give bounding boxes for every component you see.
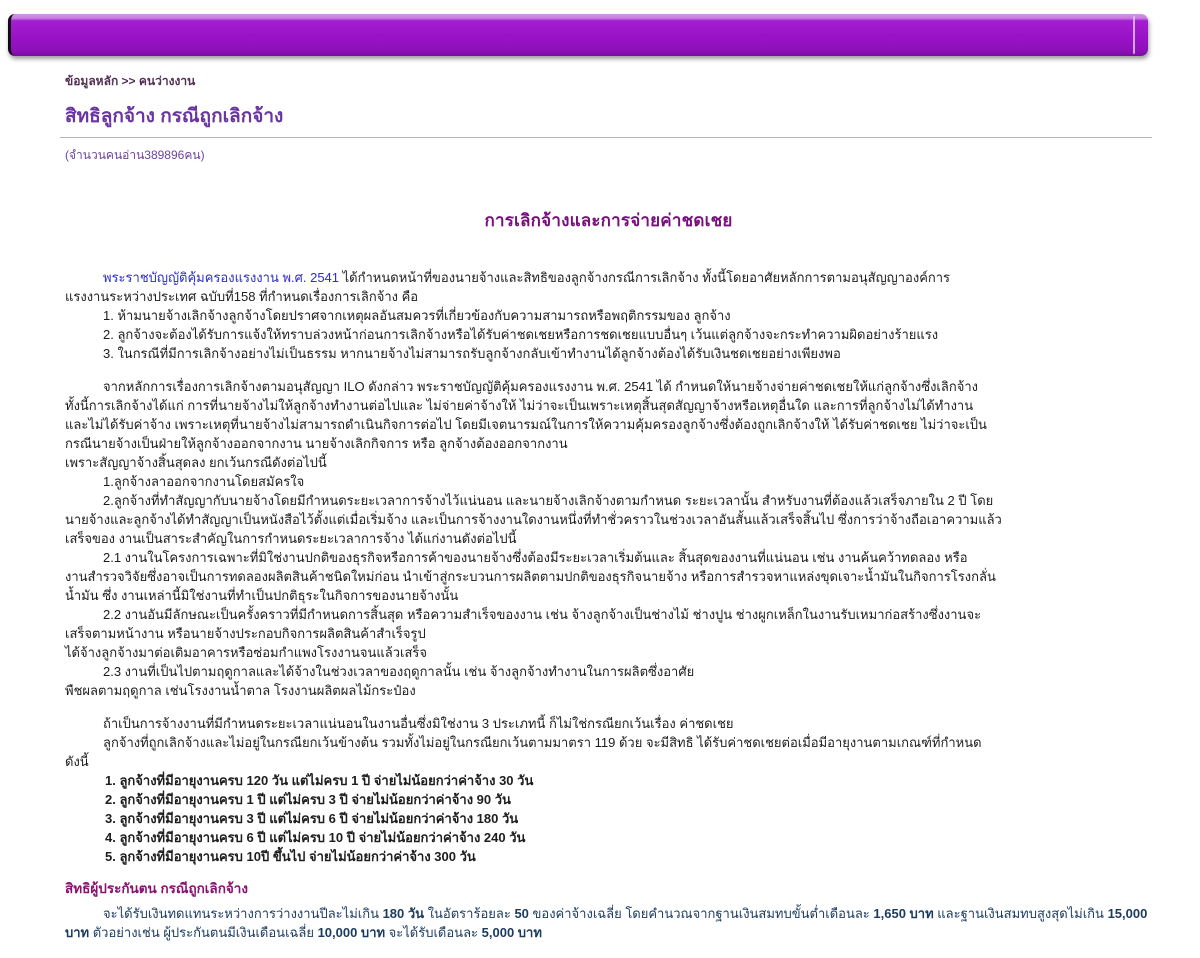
- severance-rate-item: 3. ลูกจ้างที่มีอายุงานครบ 3 ปี แต่ไม่ครบ 6 ปี จ่ายไม่น้อยกว่าค่าจ้าง 180 วัน: [105, 811, 519, 826]
- text-line: จากหลักการเรื่องการเลิกจ้างตามอนุสัญญา ILO ดังกล่าว พระราชบัญญัติคุ้มครองแรงงาน พ.ศ. 2541 ได้ กำหนดให้นายจ้างจ่ายค่าชดเชยให้แก่ลูกจ้างซึ่งเลิกจ้าง: [103, 379, 978, 394]
- header-banner: [8, 14, 1148, 56]
- text-line: ทั้งนี้การเลิกจ้างได้แก่ การที่นายจ้างไม่ให้ลูกจ้างทำงานต่อไปและ ไม่จ่ายค่าจ้างให้ ไม่ว่าจะเป็นเพราะเหตุสิ้นสุดสัญญาจ้างหรือเหตุอื่นใด และการที่ลูกจ้างไม่ได้ทำงาน: [65, 398, 974, 413]
- text-line: เพราะสัญญาจ้างสิ้นสุดลง ยกเว้นกรณีดังต่อไปนี้: [65, 455, 327, 470]
- text-line: นายจ้างและลูกจ้างได้ทำสัญญาเป็นหนังสือไว้ตั้งแต่เมื่อเริ่มจ้าง และเป็นการจ้างงานใดงานหนึ่งที่ทำชั่วคราวในช่วงเวลาอันสั้นแล้วเสร็จสิ้นไป ซึ่งการว่าจ้างถือเอาความแล้ว: [65, 512, 1002, 527]
- text-run: ในอัตราร้อยละ: [424, 906, 515, 921]
- text-line: ดังนี้: [65, 754, 89, 769]
- severance-rate-item: 2. ลูกจ้างที่มีอายุงานครบ 1 ปี แต่ไม่ครบ 3 ปี จ่ายไม่น้อยกว่าค่าจ้าง 90 วัน: [105, 792, 511, 807]
- exception-subitem: 2.2 งานอันมีลักษณะเป็นครั้งคราวที่มีกำหนดการสิ้นสุด หรือความสำเร็จของงาน เช่น จ้างลูกจ้างเป็นช่างไม้ ช่างปูน ช่างผูกเหล็กในงานรับเหมาก่อสร้างซึ่งงานจะ: [103, 607, 982, 622]
- breadcrumb[interactable]: ข้อมูลหลัก >> คนว่างงาน: [65, 74, 196, 88]
- intro-after-link: ได้กำหนดหน้าที่ของนายจ้างและสิทธิของลูกจ้างกรณีการเลิกจ้าง ทั้งนี้โดยอาศัยหลักการตามอนุสัญญาองค์การ: [339, 270, 951, 285]
- closing-paragraph: [65, 714, 1154, 771]
- text-run: 5,000 บาท: [481, 925, 542, 940]
- severance-rate-item: 4. ลูกจ้างที่มีอายุงานครบ 6 ปี แต่ไม่ครบ 10 ปี จ่ายไม่น้อยกว่าค่าจ้าง 240 วัน: [105, 830, 526, 845]
- severance-rate-item: 5. ลูกจ้างที่มีอายุงานครบ 10ปี ขึ้นไป จ่ายไม่น้อยกว่าค่าจ้าง 300 วัน: [105, 849, 476, 864]
- article-heading: การเลิกจ้างและการจ่ายค่าชดเชย: [484, 211, 733, 230]
- text-line: เสร็จของ งานเป็นสาระสำคัญในการกำหนดระยะเวลาการจ้าง ได้แก่งานดังต่อไปนี้: [65, 531, 517, 546]
- text-line: น้ำมัน ซึ่ง งานเหล่านี้มิใช่งานที่ทำเป็นปกติธุระในกิจการของนายจ้างนั้น: [65, 588, 459, 603]
- ilo-item: 2. ลูกจ้างจะต้องได้รับการแจ้งให้ทราบล่วงหน้าก่อนการเลิกจ้างหรือได้รับค่าชดเชยหรือการชดเชยแบบอื่นๆ เว้นแต่ลูกจ้างจะกระทำความผิดอย่างร้ายแรง: [103, 327, 939, 342]
- severance-rate-list: [65, 771, 1154, 866]
- title-divider: [60, 137, 1152, 138]
- text-line: ถ้าเป็นการจ้างงานที่มีกำหนดระยะเวลาแน่นอนในงานอื่นซึ่งมิใช่งาน 3 ประเภทนี้ ก็ไม่ใช่กรณียกเว้นเรื่อง ค่าชดเชย: [103, 716, 734, 731]
- exceptions-list: [65, 472, 1154, 700]
- text-line: ลูกจ้างที่ถูกเลิกจ้างและไม่อยู่ในกรณียกเว้นข้างต้น รวมทั้งไม่อยู่ในกรณียกเว้นตามมาตรา 119 ด้วย จะมีสิทธิ ได้รับค่าชดเชยต่อเมื่อมีอายุงานตามเกณฑ์ที่กำหนด: [103, 735, 982, 750]
- text-run: ของค่าจ้างเฉลี่ย โดยคำนวณจากฐานเงินสมทบขั้นต่ำเดือนละ: [528, 906, 874, 921]
- exception-item: 1.ลูกจ้างลาออกจากงานโดยสมัครใจ: [103, 474, 305, 489]
- insured-section-heading: สิทธิผู้ประกันตน กรณีถูกเลิกจ้าง: [65, 881, 248, 896]
- labor-act-link[interactable]: พระราชบัญญัติคุ้มครองแรงงาน พ.ศ. 2541: [103, 270, 340, 285]
- intro-paragraph: [65, 268, 1154, 363]
- article-body: [65, 268, 1154, 942]
- text-line: และไม่ได้รับค่าจ้าง เพราะเหตุที่นายจ้างไม่สามารถดำเนินกิจการต่อไป โดยมีเจตนารมณ์ในการให้ความคุ้มครองลูกจ้างซึ่งต้องถูกเลิกจ้างให้ ได้รับค่าชดเชย ไม่ว่าจะเป็น: [65, 417, 987, 432]
- exception-subitem: 2.1 งานในโครงการเฉพาะที่มิใช่งานปกติของธุรกิจหรือการค้าของนายจ้างซึ่งต้องมีระยะเวลาเริ่มต้นและ สิ้นสุดของงานที่แน่นอน เช่น งานค้นคว้าทดลอง หรือ: [103, 550, 968, 565]
- text-line: แรงงานระหว่างประเทศ ฉบับที่158 ที่กำหนดเรื่องการเลิกจ้าง คือ: [65, 289, 419, 304]
- text-run: 10,000 บาท: [317, 925, 386, 940]
- page-title: สิทธิลูกจ้าง กรณีถูกเลิกจ้าง: [65, 106, 284, 127]
- text-run: ตัวอย่างเช่น ผู้ประกันตนมีเงินเดือนเฉลี่ย: [89, 925, 318, 940]
- text-line: [65, 268, 1154, 287]
- text-run: 180 วัน: [382, 906, 425, 921]
- text-run: และฐานเงินสมทบสูงสุดไม่เกิน: [933, 906, 1108, 921]
- text-line: เสร็จตามหน้างาน หรือนายจ้างประกอบกิจการผลิตสินค้าสำเร็จรูป: [65, 626, 426, 641]
- exception-item: 2.ลูกจ้างที่ทำสัญญากับนายจ้างโดยมีกำหนดระยะเวลาการจ้างไว้แน่นอน และนายจ้างเลิกจ้างตามกำหนด ระยะเวลานั้น สำหรับงานที่ต้องแล้วเสร็จภายใน 2 ปี โดย: [103, 493, 994, 508]
- text-line: ได้จ้างลูกจ้างมาต่อเติมอาคารหรือซ่อมกำแพงโรงงานจนแล้วเสร็จ: [65, 645, 428, 660]
- text-run: จะได้รับเดือนละ: [385, 925, 482, 940]
- text-line: กรณีนายจ้างเป็นฝ่ายให้ลูกจ้างออกจากงาน นายจ้างเลิกกิจการ หรือ ลูกจ้างต้องออกจากงาน: [65, 436, 568, 451]
- ilo-item: 3. ในกรณีที่มีการเลิกจ้างอย่างไม่เป็นธรรม หากนายจ้างไม่สามารถรับลูกจ้างกลับเข้าทำงานได้ลูกจ้างต้องได้รับเงินชดเชยอย่างเพียงพอ: [103, 346, 841, 361]
- text-run: 50: [514, 906, 529, 921]
- text-run: จะได้รับเงินทดแทนระหว่างการว่างงานปีละไม่เกิน: [103, 906, 383, 921]
- text-line: งานสำรวจวิจัยซึ่งอาจเป็นการทดลองผลิตสินค้าชนิดใหม่ก่อน นำเข้าสู่กระบวนการผลิตตามปกติของธุรกิจนายจ้าง หรือการสำรวจหาแหล่งขุดเจาะน้ำมันในกิจการโรงกลั่น: [65, 569, 996, 584]
- principle-paragraph: [65, 377, 1154, 472]
- ilo-item: 1. ห้ามนายจ้างเลิกจ้างลูกจ้างโดยปราศจากเหตุผลอันสมควรที่เกี่ยวข้องกับความสามารถหรือพฤติกรรมของ ลูกจ้าง: [103, 308, 731, 323]
- severance-rate-item: 1. ลูกจ้างที่มีอายุงานครบ 120 วัน แต่ไม่ครบ 1 ปี จ่ายไม่น้อยกว่าค่าจ้าง 30 วัน: [105, 773, 534, 788]
- text-run: 1,650 บาท: [873, 906, 934, 921]
- read-count: (จำนวนคนอ่าน389896คน): [65, 148, 205, 162]
- text-run: 15,000 บาท: [65, 906, 1148, 940]
- exception-subitem: 2.3 งานที่เป็นไปตามฤดูกาลและได้จ้างในช่วงเวลาของฤดูกาลนั้น เช่น จ้างลูกจ้างทำงานในการผลิตซึ่งอาศัย: [103, 664, 695, 679]
- insured-paragraph: [65, 904, 1154, 942]
- text-line: พืชผลตามฤดูกาล เช่นโรงงานน้ำตาล โรงงานผลิตผลไม้กระป๋อง: [65, 683, 416, 698]
